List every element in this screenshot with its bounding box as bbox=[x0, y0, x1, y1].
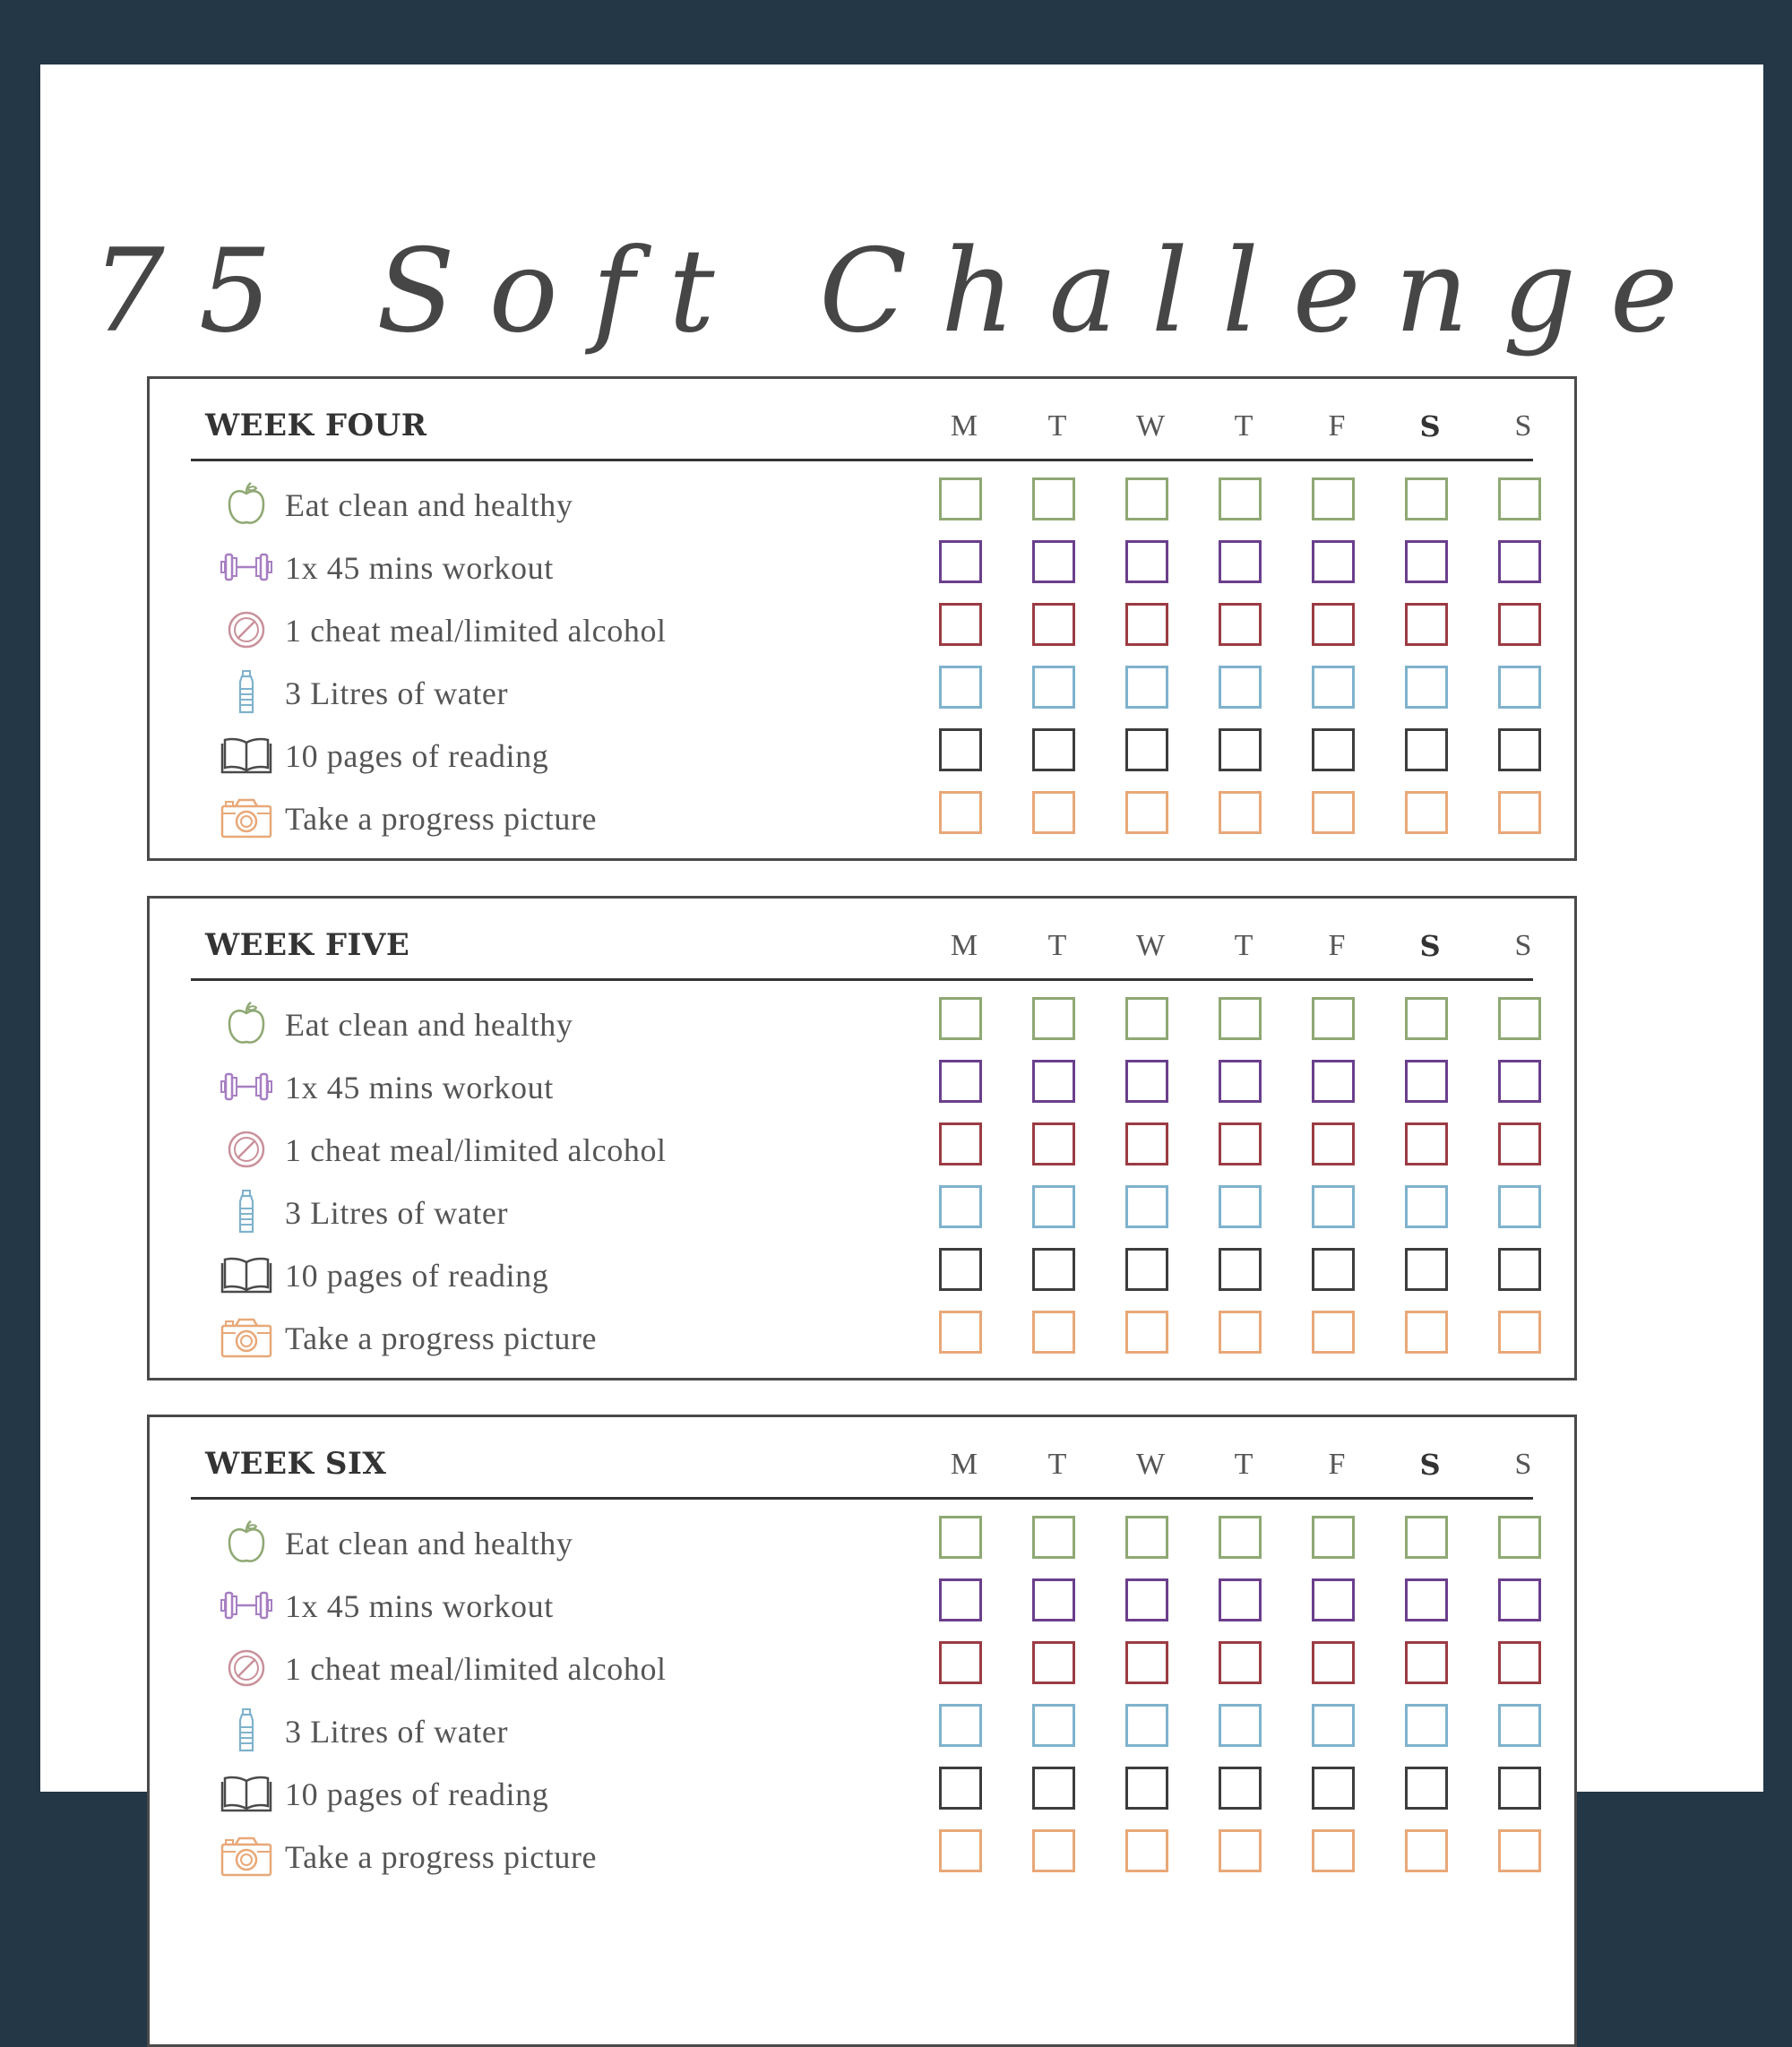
habit-checkbox[interactable] bbox=[939, 1578, 982, 1621]
week-panel bbox=[147, 376, 1577, 861]
habit-row bbox=[150, 477, 1574, 540]
habit-label: 1 cheat meal/limited alcohol bbox=[285, 613, 667, 649]
habit-checkbox[interactable] bbox=[1498, 1311, 1541, 1354]
habit-checkbox[interactable] bbox=[1498, 728, 1541, 771]
habit-checkbox[interactable] bbox=[1498, 1767, 1541, 1810]
habit-checkbox[interactable] bbox=[1405, 1248, 1448, 1291]
habit-checkbox[interactable] bbox=[1032, 1248, 1075, 1291]
habit-row bbox=[150, 1578, 1574, 1641]
habit-checkbox[interactable] bbox=[1219, 1704, 1262, 1747]
habit-checkbox[interactable] bbox=[1312, 1311, 1355, 1354]
habit-checkbox[interactable] bbox=[1498, 1122, 1541, 1165]
habit-row bbox=[150, 540, 1574, 603]
habit-checkbox[interactable] bbox=[1032, 1185, 1075, 1228]
habit-checkbox[interactable] bbox=[1219, 1767, 1262, 1810]
apple-icon bbox=[220, 479, 273, 529]
day-header: S bbox=[1419, 1448, 1441, 1482]
habit-checkbox[interactable] bbox=[1032, 1829, 1075, 1872]
habit-checkbox[interactable] bbox=[1405, 791, 1448, 834]
week-title: WEEK SIX bbox=[205, 1446, 387, 1482]
day-header: T bbox=[1234, 1448, 1254, 1481]
day-header: W bbox=[1135, 1448, 1166, 1481]
habit-label: 1x 45 mins workout bbox=[285, 1070, 554, 1105]
habit-checkbox[interactable] bbox=[939, 1060, 982, 1103]
habit-checkbox[interactable] bbox=[1312, 1248, 1355, 1291]
habit-label: Take a progress picture bbox=[285, 1320, 598, 1356]
habit-row bbox=[150, 603, 1574, 666]
habit-checkbox[interactable] bbox=[1125, 1248, 1168, 1291]
day-header: T bbox=[1234, 929, 1254, 962]
habit-checkbox[interactable] bbox=[1498, 1060, 1541, 1103]
day-header: M bbox=[950, 1448, 978, 1481]
day-header: F bbox=[1328, 409, 1346, 443]
day-header: F bbox=[1328, 1448, 1346, 1481]
habit-checkbox[interactable] bbox=[1405, 1704, 1448, 1747]
habit-checkbox[interactable] bbox=[939, 1641, 982, 1684]
week-panel bbox=[147, 896, 1577, 1380]
day-header: S bbox=[1419, 409, 1441, 443]
habit-label: Eat clean and healthy bbox=[285, 487, 573, 523]
habit-checkbox[interactable] bbox=[1498, 1248, 1541, 1291]
habit-checkbox[interactable] bbox=[1219, 540, 1262, 583]
habit-row bbox=[150, 997, 1574, 1060]
habit-checkbox[interactable] bbox=[1312, 1122, 1355, 1165]
habit-checkbox[interactable] bbox=[1312, 1641, 1355, 1684]
habit-checkbox[interactable] bbox=[1312, 1829, 1355, 1872]
habit-label: 10 pages of reading bbox=[285, 1258, 549, 1294]
habit-row bbox=[150, 1122, 1574, 1185]
habit-checkbox[interactable] bbox=[1405, 603, 1448, 646]
habit-checkbox[interactable] bbox=[939, 540, 982, 583]
habit-checkbox[interactable] bbox=[1125, 1767, 1168, 1810]
habit-checkbox[interactable] bbox=[1125, 1311, 1168, 1354]
habit-checkbox[interactable] bbox=[1312, 791, 1355, 834]
habit-checkbox[interactable] bbox=[1498, 540, 1541, 583]
habit-row bbox=[150, 791, 1574, 854]
habit-checkbox[interactable] bbox=[1312, 728, 1355, 771]
habit-checkbox[interactable] bbox=[939, 603, 982, 646]
habit-checkbox[interactable] bbox=[1032, 477, 1075, 520]
habit-checkbox[interactable] bbox=[1405, 666, 1448, 709]
habit-checkbox[interactable] bbox=[1219, 1578, 1262, 1621]
day-header: W bbox=[1135, 409, 1166, 443]
habit-checkbox[interactable] bbox=[1312, 666, 1355, 709]
day-header: S bbox=[1514, 929, 1532, 962]
habit-label: 1x 45 mins workout bbox=[285, 1588, 554, 1624]
habit-checkbox[interactable] bbox=[1032, 666, 1075, 709]
habit-label: 1x 45 mins workout bbox=[285, 550, 554, 586]
habit-checkbox[interactable] bbox=[1125, 1578, 1168, 1621]
habit-checkbox[interactable] bbox=[1405, 1829, 1448, 1872]
habit-checkbox[interactable] bbox=[1125, 477, 1168, 520]
habit-checkbox[interactable] bbox=[1219, 997, 1262, 1040]
habit-checkbox[interactable] bbox=[939, 1122, 982, 1165]
habit-checkbox[interactable] bbox=[1219, 603, 1262, 646]
habit-checkbox[interactable] bbox=[939, 1516, 982, 1559]
habit-checkbox[interactable] bbox=[1498, 666, 1541, 709]
habit-checkbox[interactable] bbox=[1032, 1578, 1075, 1621]
water-bottle-icon bbox=[220, 1706, 273, 1756]
habit-checkbox[interactable] bbox=[1032, 1122, 1075, 1165]
habit-checkbox[interactable] bbox=[1219, 477, 1262, 520]
habit-checkbox[interactable] bbox=[1125, 1829, 1168, 1872]
habit-checkbox[interactable] bbox=[1125, 1516, 1168, 1559]
habit-checkbox[interactable] bbox=[939, 666, 982, 709]
habit-checkbox[interactable] bbox=[1219, 1122, 1262, 1165]
habit-checkbox[interactable] bbox=[1219, 1516, 1262, 1559]
habit-checkbox[interactable] bbox=[1219, 791, 1262, 834]
habit-checkbox[interactable] bbox=[1125, 540, 1168, 583]
habit-checkbox[interactable] bbox=[1219, 1829, 1262, 1872]
habit-checkbox[interactable] bbox=[1312, 1185, 1355, 1228]
habit-label: 1 cheat meal/limited alcohol bbox=[285, 1132, 667, 1168]
habit-checkbox[interactable] bbox=[1125, 1185, 1168, 1228]
habit-checkbox[interactable] bbox=[1032, 1311, 1075, 1354]
habit-checkbox[interactable] bbox=[1498, 1185, 1541, 1228]
habit-checkbox[interactable] bbox=[1312, 997, 1355, 1040]
habit-checkbox[interactable] bbox=[1312, 477, 1355, 520]
habit-checkbox[interactable] bbox=[1219, 666, 1262, 709]
habit-row bbox=[150, 1767, 1574, 1829]
habit-checkbox[interactable] bbox=[1312, 1767, 1355, 1810]
week-title: WEEK FIVE bbox=[205, 927, 410, 963]
habit-checkbox[interactable] bbox=[1032, 540, 1075, 583]
habit-checkbox[interactable] bbox=[1498, 791, 1541, 834]
habit-checkbox[interactable] bbox=[939, 997, 982, 1040]
day-header: S bbox=[1419, 929, 1441, 963]
habit-checkbox[interactable] bbox=[1125, 1641, 1168, 1684]
habit-checkbox[interactable] bbox=[1405, 997, 1448, 1040]
habit-checkbox[interactable] bbox=[1312, 1516, 1355, 1559]
habit-checkbox[interactable] bbox=[1498, 1829, 1541, 1872]
book-icon bbox=[220, 730, 273, 780]
habit-checkbox[interactable] bbox=[1125, 997, 1168, 1040]
habit-checkbox[interactable] bbox=[1312, 1704, 1355, 1747]
day-header: M bbox=[950, 929, 978, 962]
dumbbell-icon bbox=[220, 542, 273, 592]
habit-checkbox[interactable] bbox=[1405, 1516, 1448, 1559]
week-panel bbox=[147, 1415, 1577, 2047]
habit-checkbox[interactable] bbox=[1032, 1060, 1075, 1103]
habit-checkbox[interactable] bbox=[1498, 1516, 1541, 1559]
habit-row bbox=[150, 1060, 1574, 1122]
habit-row bbox=[150, 728, 1574, 791]
water-bottle-icon bbox=[220, 667, 273, 718]
no-symbol-icon bbox=[220, 1124, 273, 1174]
habit-checkbox[interactable] bbox=[1125, 1060, 1168, 1103]
habit-label: 3 Litres of water bbox=[285, 1714, 509, 1750]
water-bottle-icon bbox=[220, 1187, 273, 1237]
habit-checkbox[interactable] bbox=[939, 1704, 982, 1747]
habit-checkbox[interactable] bbox=[1405, 477, 1448, 520]
habit-row bbox=[150, 1704, 1574, 1767]
habit-checkbox[interactable] bbox=[1219, 728, 1262, 771]
apple-icon bbox=[220, 999, 273, 1049]
habit-checkbox[interactable] bbox=[1125, 1704, 1168, 1747]
habit-checkbox[interactable] bbox=[1312, 540, 1355, 583]
habit-label: 3 Litres of water bbox=[285, 1195, 509, 1231]
habit-row bbox=[150, 1516, 1574, 1578]
day-header: T bbox=[1047, 409, 1067, 443]
habit-row bbox=[150, 1311, 1574, 1373]
habit-checkbox[interactable] bbox=[1219, 1311, 1262, 1354]
habit-checkbox[interactable] bbox=[939, 1311, 982, 1354]
habit-checkbox[interactable] bbox=[1405, 728, 1448, 771]
habit-checkbox[interactable] bbox=[939, 477, 982, 520]
habit-checkbox[interactable] bbox=[1219, 1060, 1262, 1103]
habit-label: 1 cheat meal/limited alcohol bbox=[285, 1651, 667, 1687]
dumbbell-icon bbox=[220, 1062, 273, 1112]
habit-checkbox[interactable] bbox=[1125, 603, 1168, 646]
habit-row bbox=[150, 1829, 1574, 1892]
habit-checkbox[interactable] bbox=[1312, 603, 1355, 646]
habit-checkbox[interactable] bbox=[939, 728, 982, 771]
day-header: F bbox=[1328, 929, 1346, 962]
habit-checkbox[interactable] bbox=[1405, 1767, 1448, 1810]
habit-label: Eat clean and healthy bbox=[285, 1526, 573, 1561]
apple-icon bbox=[220, 1518, 273, 1568]
day-header: S bbox=[1514, 1448, 1532, 1481]
habit-checkbox[interactable] bbox=[1032, 1704, 1075, 1747]
habit-checkbox[interactable] bbox=[1405, 540, 1448, 583]
habit-checkbox[interactable] bbox=[1032, 1516, 1075, 1559]
habit-checkbox[interactable] bbox=[1125, 728, 1168, 771]
habit-checkbox[interactable] bbox=[1405, 1122, 1448, 1165]
habit-checkbox[interactable] bbox=[1032, 1767, 1075, 1810]
habit-row bbox=[150, 1248, 1574, 1311]
week-title: WEEK FOUR bbox=[205, 408, 427, 443]
habit-checkbox[interactable] bbox=[1498, 1578, 1541, 1621]
habit-label: 3 Litres of water bbox=[285, 675, 509, 711]
habit-checkbox[interactable] bbox=[1405, 1578, 1448, 1621]
camera-icon bbox=[220, 793, 273, 843]
habit-checkbox[interactable] bbox=[1405, 1185, 1448, 1228]
habit-checkbox[interactable] bbox=[939, 1829, 982, 1872]
habit-checkbox[interactable] bbox=[1032, 603, 1075, 646]
habit-checkbox[interactable] bbox=[1125, 666, 1168, 709]
habit-checkbox[interactable] bbox=[1032, 1641, 1075, 1684]
habit-checkbox[interactable] bbox=[1032, 728, 1075, 771]
day-header: W bbox=[1135, 929, 1166, 962]
book-icon bbox=[220, 1250, 273, 1300]
habit-checkbox[interactable] bbox=[1219, 1641, 1262, 1684]
habit-checkbox[interactable] bbox=[939, 1185, 982, 1228]
day-header: M bbox=[950, 409, 978, 443]
habit-label: Take a progress picture bbox=[285, 801, 598, 837]
habit-checkbox[interactable] bbox=[1498, 1704, 1541, 1747]
habit-label: Eat clean and healthy bbox=[285, 1007, 573, 1043]
book-icon bbox=[220, 1768, 273, 1819]
habit-checkbox[interactable] bbox=[1498, 1641, 1541, 1684]
habit-checkbox[interactable] bbox=[939, 1248, 982, 1291]
habit-checkbox[interactable] bbox=[1498, 603, 1541, 646]
habit-checkbox[interactable] bbox=[1405, 1060, 1448, 1103]
habit-checkbox[interactable] bbox=[1219, 1248, 1262, 1291]
planner-page bbox=[40, 65, 1763, 1875]
no-symbol-icon bbox=[220, 1643, 273, 1693]
habit-checkbox[interactable] bbox=[1405, 1311, 1448, 1354]
habit-checkbox[interactable] bbox=[1125, 791, 1168, 834]
habit-checkbox[interactable] bbox=[1312, 1578, 1355, 1621]
habit-row bbox=[150, 1185, 1574, 1248]
habit-checkbox[interactable] bbox=[1125, 1122, 1168, 1165]
day-header: T bbox=[1234, 409, 1254, 443]
habit-checkbox[interactable] bbox=[1032, 791, 1075, 834]
habit-checkbox[interactable] bbox=[1032, 997, 1075, 1040]
day-header: T bbox=[1047, 929, 1067, 962]
habit-checkbox[interactable] bbox=[1405, 1641, 1448, 1684]
habit-label: 10 pages of reading bbox=[285, 1776, 549, 1812]
habit-row bbox=[150, 1641, 1574, 1704]
day-header: T bbox=[1047, 1448, 1067, 1481]
habit-checkbox[interactable] bbox=[1312, 1060, 1355, 1103]
no-symbol-icon bbox=[220, 605, 273, 655]
page-title: 75 Soft Challenge bbox=[91, 225, 1712, 358]
camera-icon bbox=[220, 1312, 273, 1363]
habit-checkbox[interactable] bbox=[1498, 477, 1541, 520]
habit-label: 10 pages of reading bbox=[285, 738, 549, 774]
habit-checkbox[interactable] bbox=[1219, 1185, 1262, 1228]
habit-checkbox[interactable] bbox=[939, 1767, 982, 1810]
habit-row bbox=[150, 666, 1574, 728]
day-header: S bbox=[1514, 409, 1532, 443]
habit-label: Take a progress picture bbox=[285, 1839, 598, 1875]
habit-checkbox[interactable] bbox=[939, 791, 982, 834]
camera-icon bbox=[220, 1831, 273, 1881]
habit-checkbox[interactable] bbox=[1498, 997, 1541, 1040]
dumbbell-icon bbox=[220, 1580, 273, 1630]
